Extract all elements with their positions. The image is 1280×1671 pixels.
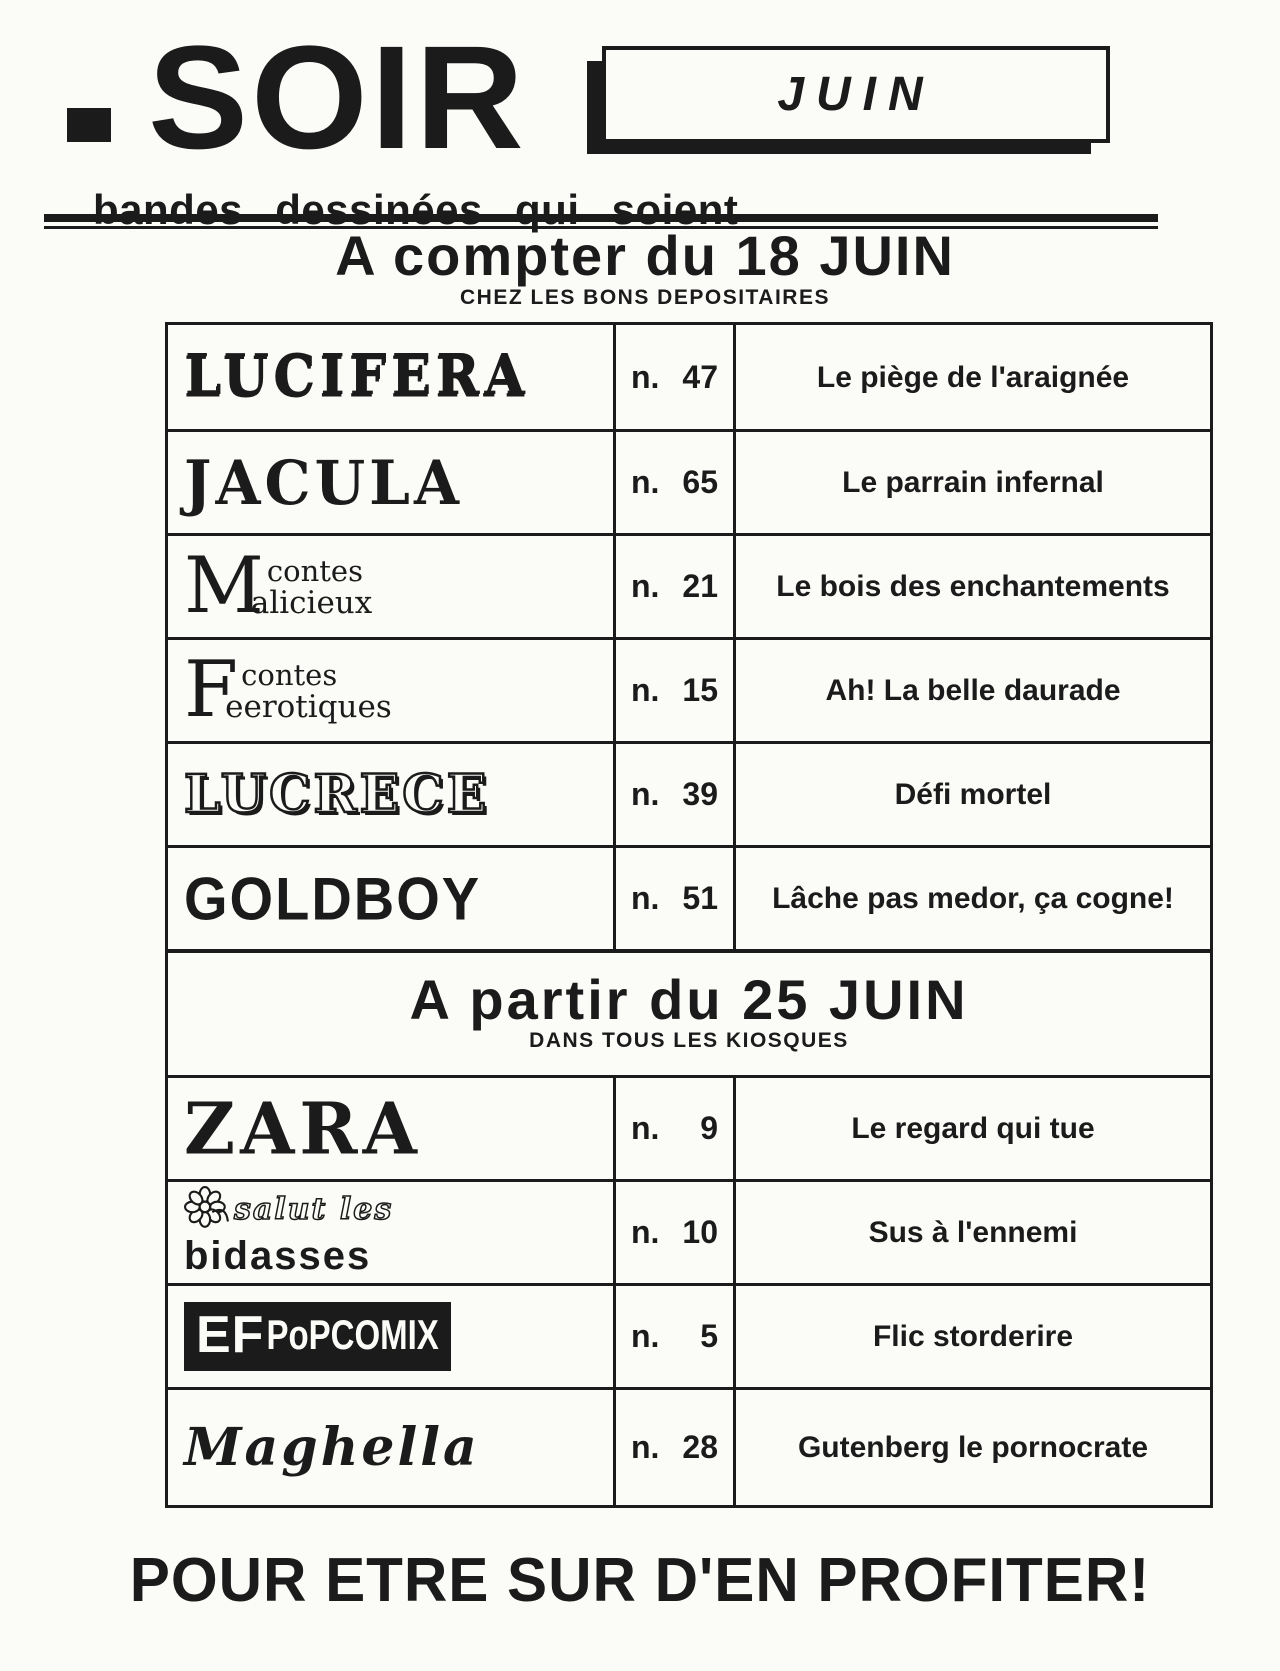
month-label: JUIN bbox=[777, 68, 935, 121]
issue-number-cell bbox=[616, 848, 736, 949]
issue-number-prefix: n. bbox=[631, 672, 660, 708]
issue-number: 39 bbox=[682, 776, 718, 812]
issue-number-cell bbox=[616, 1078, 736, 1179]
issue-number-prefix: n. bbox=[631, 1110, 660, 1146]
footer-slogan: POUR ETRE SUR D'EN PROFITER! bbox=[129, 1546, 1151, 1615]
issue-number-prefix: n. bbox=[631, 1318, 660, 1354]
issue-title: Lâche pas medor, ça cogne! bbox=[772, 882, 1174, 915]
issue-title: Le regard qui tue bbox=[851, 1112, 1095, 1145]
catalog-row-jacula bbox=[168, 429, 1210, 533]
issue-number: 10 bbox=[682, 1214, 718, 1250]
section-18-heading bbox=[140, 224, 1150, 310]
catalog-row-lucifera bbox=[168, 325, 1210, 429]
issue-number-prefix: n. bbox=[631, 568, 660, 604]
series-logo-contes-feerotiques bbox=[184, 645, 392, 736]
catalog-row-contes-feerotiques bbox=[168, 637, 1210, 741]
logo-word-top: contes bbox=[266, 554, 363, 589]
series-logo-ef-popcomix bbox=[184, 1302, 451, 1371]
section-25-subtitle: DANS TOUS LES KIOSQUES bbox=[529, 1029, 849, 1053]
section-25-header bbox=[168, 949, 1210, 1075]
issue-title: Le piège de l'araignée bbox=[816, 360, 1130, 394]
issue-title: Le bois des enchantements bbox=[776, 570, 1170, 603]
issue-number-cell bbox=[616, 536, 736, 637]
issue-number: 28 bbox=[682, 1429, 718, 1465]
month-box bbox=[602, 46, 1110, 143]
section-25-title: A partir du 25 JUIN bbox=[409, 967, 969, 1031]
series-logo-lucifera: LUCIFERA bbox=[184, 344, 529, 410]
catalog-row-contes-malicieux bbox=[168, 533, 1210, 637]
series-logo-zara: ZARA bbox=[184, 1086, 422, 1171]
catalog-row-maghella bbox=[168, 1387, 1210, 1505]
logo-word-top: contes bbox=[241, 658, 338, 693]
series-logo-salut-les-bidasses bbox=[184, 1186, 393, 1279]
issue-number: 51 bbox=[682, 880, 718, 916]
catalog-row-goldboy bbox=[168, 845, 1210, 949]
series-logo-jacula: JACULA bbox=[184, 446, 463, 519]
issue-number-cell bbox=[616, 640, 736, 741]
catalog-row-bidasses bbox=[168, 1179, 1210, 1283]
issue-number-cell bbox=[616, 432, 736, 533]
series-logo-lucrece: LUCRECE bbox=[184, 764, 490, 825]
section-18-subtitle: CHEZ LES BONS DEPOSITAIRES bbox=[460, 286, 830, 309]
issue-number-prefix: n. bbox=[631, 880, 660, 916]
issue-number-prefix: n. bbox=[631, 1429, 660, 1465]
issue-title: Flic storderire bbox=[872, 1320, 1074, 1353]
issue-number-cell bbox=[616, 1390, 736, 1505]
catalog-row-lucrece bbox=[168, 741, 1210, 845]
issue-number-cell bbox=[616, 1182, 736, 1283]
logo-word-bottom: eerotiques bbox=[225, 689, 392, 726]
issue-number: 15 bbox=[682, 672, 718, 708]
section-18-title: A compter du 18 JUIN bbox=[335, 224, 955, 287]
issue-title: Ah! La belle daurade bbox=[825, 674, 1121, 707]
logo-initial: M bbox=[184, 541, 264, 632]
issue-number-prefix: n. bbox=[631, 358, 660, 395]
series-logo-maghella: Maghella bbox=[184, 1417, 480, 1478]
issue-number-cell bbox=[616, 1286, 736, 1387]
issue-number-prefix: n. bbox=[631, 1214, 660, 1250]
catalog-row-ef-popcomix bbox=[168, 1283, 1210, 1387]
series-logo-contes-malicieux bbox=[184, 541, 373, 632]
masthead-title: SOIR bbox=[148, 14, 527, 180]
issue-title: Défi mortel bbox=[894, 778, 1052, 811]
logo-initial: F bbox=[184, 645, 239, 736]
issue-number-cell bbox=[616, 325, 736, 429]
issue-number: 9 bbox=[700, 1110, 718, 1146]
issue-title: Gutenberg le pornocrate bbox=[797, 1431, 1149, 1464]
series-logo-goldboy: GOLDBOY bbox=[184, 864, 482, 933]
logo-word: bidasses bbox=[184, 1234, 372, 1278]
catalog-row-zara bbox=[168, 1075, 1210, 1179]
issue-number: 5 bbox=[700, 1318, 718, 1354]
logo-initial: EF bbox=[196, 1306, 265, 1365]
daisy-flower-icon bbox=[184, 1186, 230, 1232]
issue-number-cell bbox=[616, 744, 736, 845]
issue-number-prefix: n. bbox=[631, 464, 660, 500]
logo-script-text: salut les bbox=[234, 1191, 394, 1227]
masthead-dash bbox=[67, 108, 111, 142]
logo-word-bottom: alicieux bbox=[250, 585, 373, 622]
tagline: bandes dessinées qui soient bbox=[93, 186, 739, 233]
issue-number: 65 bbox=[682, 464, 718, 500]
issue-number-prefix: n. bbox=[631, 776, 660, 812]
issue-title: Sus à l'ennemi bbox=[868, 1216, 1078, 1249]
logo-rest: PoPCOMIX bbox=[266, 1311, 439, 1358]
issue-number: 21 bbox=[682, 568, 718, 604]
issue-title: Le parrain infernal bbox=[842, 466, 1104, 499]
catalog-table bbox=[165, 322, 1213, 1508]
issue-number: 47 bbox=[682, 358, 718, 395]
